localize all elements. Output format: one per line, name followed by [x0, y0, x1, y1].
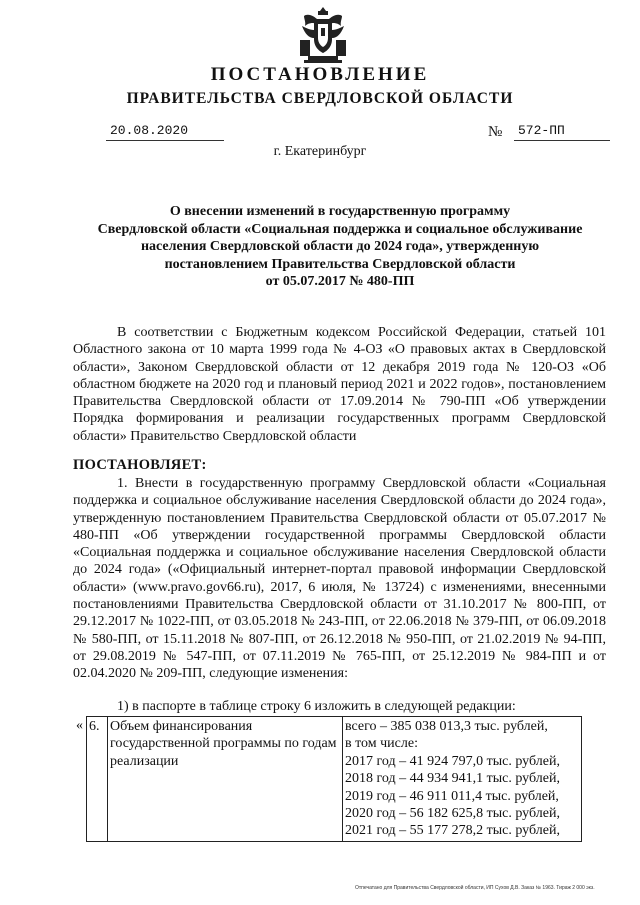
document-title — [70, 203, 610, 291]
opening-quote: « — [76, 718, 83, 733]
row-values-cell — [343, 717, 582, 842]
subitem-paragraph: 1) в паспорте в таблице строку 6 изложить в следующей редакции: — [117, 699, 516, 714]
value-line: 2019 год – 46 911 011,4 тыс. рублей, — [345, 788, 559, 804]
document-number: 572-ПП — [518, 123, 565, 138]
document-date: 20.08.2020 — [110, 123, 189, 138]
value-line: всего – 385 038 013,3 тыс. рублей, — [345, 719, 548, 734]
passport-table — [86, 716, 582, 842]
table-row — [87, 717, 582, 842]
amendment-paragraph: 1. Внести в государственную программу Свердловской области «Социальная поддержка и социальное обслуживание населения Свердловской области до 2024 года», утвержденную постановлением Правительства Свердловской области от 05.07.2017 № 480-ПП «Об утверждении государственной программы Свердловской области «Социальная поддержка и социальное обслуживание населения Свердловской области до 2024 года» («Официальный интернет-портал правовой информации Свердловской области» (www.pravo.gov66.ru), 2017, 6 июля, № 13724) с изменениями, внесенными постановлениями Правительства Свердловской области от 31.10.2017 № 800-ПП, от 29.12.2017 № 1022-ПП, от 03.05.2018 № 243-ПП, от 22.06.2018 № 379-ПП, от 06.09.2018 № 580-ПП, от 15.11.2018 № 807-ПП, от 26.12.2018 № 950-ПП, от 21.02.2019 № 94-ПП, от 29.08.2019 № 547-ПП, от 07.11.2019 № 765-ПП, от 25.12.2019 № 984-ПП и от 02.04.2020 № 209-ПП, следующие изменения: — [73, 476, 606, 682]
value-line: 2020 год – 56 182 625,8 тыс. рублей, — [345, 806, 560, 822]
issuing-authority: ПРАВИТЕЛЬСТВА СВЕРДЛОВСКОЙ ОБЛАСТИ — [126, 90, 514, 107]
decree-heading: ПОСТАНОВЛЯЕТ: — [73, 457, 207, 473]
title-line: постановлением Правительства Свердловской области — [164, 256, 516, 272]
value-line: 2018 год – 44 934 941,1 тыс. рублей, — [345, 771, 560, 787]
title-line: О внесении изменений в государственную программу — [169, 204, 511, 219]
city: г. Екатеринбург — [273, 144, 367, 159]
value-line: в том числе: — [345, 736, 418, 752]
row-number-cell: 6. — [87, 717, 108, 842]
print-footer: Отпечатано для Правительства Свердловской области, ИП Сухов Д.В. Заказ № 1963. Тираж 2 000 экз. — [355, 885, 595, 891]
row-label-cell: Объем финансирования государственной программы по годам реализации — [108, 717, 343, 842]
title-line: от 05.07.2017 № 480-ПП — [265, 274, 415, 290]
preamble-paragraph: В соответствии с Бюджетным кодексом Российской Федерации, статьей 101 Областного закона от 10 марта 1999 года № 4-ОЗ «О правовых актах в Свердловской области», Законом Свердловской области от 12 декабря 2019 года № 120-ОЗ «Об областном бюджете на 2020 год и плановый период 2021 и 2022 годов», постановлением Правительства Свердловской области от 17.09.2014 № 790-ПП «Об утверждении Порядка формирования и реализации государственных программ Свердловской области» Правительство Свердловской области — [73, 325, 606, 444]
date-underline — [106, 140, 224, 141]
title-line: Свердловской области «Социальная поддержка и социальное обслуживание — [97, 221, 583, 237]
number-underline — [514, 140, 610, 141]
coat-of-arms-icon — [296, 4, 350, 64]
number-sign: № — [488, 124, 503, 140]
value-line: 2021 год – 55 177 278,2 тыс. рублей, — [345, 823, 560, 839]
title-line: населения Свердловской области до 2024 года», утвержденную — [140, 239, 540, 255]
value-line: 2017 год – 41 924 797,0 тыс. рублей, — [345, 753, 560, 769]
document-type-title: ПОСТАНОВЛЕНИЕ — [210, 64, 430, 85]
